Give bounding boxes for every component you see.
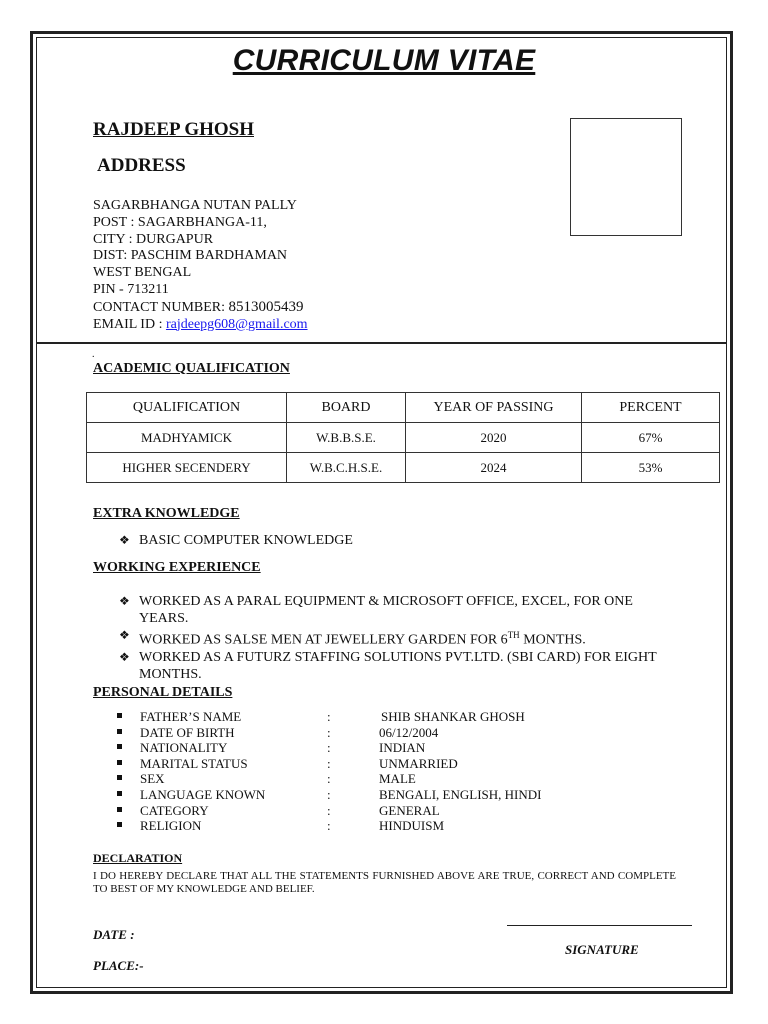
address-block	[93, 198, 308, 333]
list-item-text: WORKED AS A PARAL EQUIPMENT & MICROSOFT OFFICE, EXCEL, FOR ONE YEARS.	[139, 594, 633, 626]
detail-separator: :	[327, 755, 331, 771]
diamond-bullet-icon: ❖	[119, 594, 130, 608]
working-experience-heading: WORKING EXPERIENCE	[93, 560, 261, 575]
qualification-table	[86, 392, 720, 483]
diamond-bullet-icon: ❖	[119, 649, 130, 664]
contact-label: CONTACT NUMBER:	[93, 299, 229, 315]
table-cell: 67%	[582, 423, 720, 453]
address-line: PIN - 713211	[93, 281, 169, 297]
table-cell: 2020	[406, 423, 582, 453]
academic-heading: ACADEMIC QUALIFICATION	[93, 361, 290, 376]
signature-line	[507, 925, 692, 926]
table-header: PERCENT	[582, 393, 720, 423]
table-cell: MADHYAMICK	[87, 423, 287, 453]
detail-separator: :	[327, 818, 331, 834]
detail-label: DATE OF BIRTH	[140, 724, 235, 740]
list-item-text: BASIC COMPUTER KNOWLEDGE	[139, 533, 353, 548]
square-bullet-icon	[117, 713, 122, 718]
detail-value: MALE	[379, 771, 416, 787]
detail-label: CATEGORY	[140, 802, 209, 818]
table-cell: HIGHER SECENDERY	[87, 453, 287, 483]
detail-separator: :	[327, 724, 331, 740]
table-header: QUALIFICATION	[87, 393, 287, 423]
square-bullet-icon	[117, 775, 122, 780]
signature-label: SIGNATURE	[565, 942, 639, 957]
diamond-bullet-icon: ❖	[119, 628, 130, 642]
table-cell: 2024	[406, 453, 582, 483]
table-header-row	[87, 393, 720, 423]
address-line: WEST BENGAL	[93, 265, 192, 281]
detail-value: INDIAN	[379, 740, 426, 756]
square-bullet-icon	[117, 760, 122, 765]
address-line: POST : SAGARBHANGA-11,	[93, 214, 267, 230]
detail-separator: :	[327, 802, 331, 818]
extra-knowledge-list	[119, 532, 679, 549]
table-cell: 53%	[582, 453, 720, 483]
applicant-name: RAJDEEP GHOSH	[93, 119, 254, 140]
stray-dot: .	[92, 349, 95, 360]
extra-knowledge-heading: EXTRA KNOWLEDGE	[93, 506, 240, 521]
document-title: CURRICULUM VITAE	[232, 44, 536, 77]
square-bullet-icon	[117, 729, 122, 734]
date-label: DATE :	[93, 927, 135, 942]
detail-separator: :	[327, 786, 331, 802]
address-line: CITY : DURGAPUR	[93, 231, 214, 247]
address-line: SAGARBHANGA NUTAN PALLY	[93, 198, 297, 213]
declaration-text: I DO HEREBY DECLARE THAT ALL THE STATEMENTS FURNISHED ABOVE ARE TRUE, CORRECT AND COMPLETE TO BEST OF MY KNOWLEDGE AND BELIEF.	[93, 870, 676, 895]
table-header: BOARD	[287, 393, 406, 423]
detail-label: NATIONALITY	[140, 740, 228, 756]
detail-label: FATHER’S NAME	[140, 709, 242, 724]
detail-label: MARITAL STATUS	[140, 755, 248, 771]
email-label: EMAIL ID :	[93, 316, 166, 332]
email-line	[93, 317, 308, 334]
list-item	[119, 649, 679, 683]
detail-value: 06/12/2004	[379, 724, 439, 740]
list-item	[119, 532, 679, 549]
list-item	[119, 627, 679, 649]
list-item-text: WORKED AS A FUTURZ STAFFING SOLUTIONS PVT.LTD. (SBI CARD) FOR EIGHT MONTHS.	[139, 649, 657, 682]
detail-value: GENERAL	[379, 802, 440, 818]
list-item	[119, 593, 679, 627]
diamond-bullet-icon: ❖	[119, 533, 130, 547]
superscript: TH	[507, 630, 520, 640]
contact-number: 8513005439	[228, 298, 304, 315]
working-experience-list	[119, 593, 679, 683]
table-cell: W.B.B.S.E.	[287, 423, 406, 453]
detail-separator: :	[327, 740, 331, 756]
section-divider	[37, 342, 727, 344]
detail-label: SEX	[140, 771, 165, 787]
place-label: PLACE:-	[93, 958, 144, 973]
declaration-heading: DECLARATION	[93, 851, 183, 865]
personal-details-heading: PERSONAL DETAILS	[93, 685, 233, 700]
detail-value: SHIB SHANKAR GHOSH	[381, 709, 525, 724]
list-item-text: MONTHS.	[519, 632, 586, 648]
address-line: DIST: PASCHIM BARDHAMAN	[93, 248, 288, 264]
square-bullet-icon	[117, 791, 122, 796]
square-bullet-icon	[117, 807, 122, 812]
square-bullet-icon	[117, 822, 122, 827]
table-row	[87, 453, 720, 483]
detail-separator: :	[327, 771, 331, 787]
detail-value: UNMARRIED	[379, 755, 458, 771]
detail-value: BENGALI, ENGLISH, HINDI	[379, 786, 542, 802]
detail-value: HINDUISM	[379, 818, 444, 834]
table-cell: W.B.C.H.S.E.	[287, 453, 406, 483]
detail-label: LANGUAGE KNOWN	[140, 786, 266, 802]
detail-separator: :	[327, 709, 331, 724]
table-row	[87, 423, 720, 453]
list-item-text: WORKED AS SALSE MEN AT JEWELLERY GARDEN FOR 6	[139, 632, 508, 648]
address-heading: ADDRESS	[97, 155, 186, 176]
table-header: YEAR OF PASSING	[406, 393, 582, 423]
photo-placeholder	[570, 118, 682, 236]
email-link[interactable]: rajdeepg608@gmail.com	[165, 316, 308, 332]
square-bullet-icon	[117, 744, 122, 749]
detail-label: RELIGION	[140, 818, 202, 834]
contact-line	[93, 299, 308, 317]
